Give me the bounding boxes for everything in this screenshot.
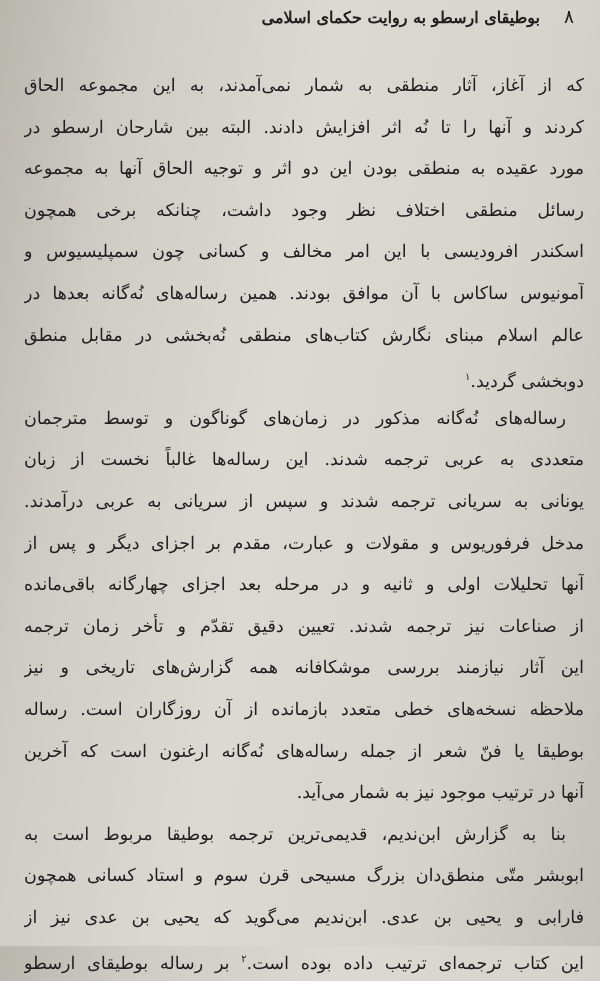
text-line: بوطیقا یا فنّ شعر از جمله رساله‌های نُه‌گانه ارغنون است که آخرین: [24, 741, 584, 762]
line-text: دوبخشی گردید.: [470, 371, 584, 392]
text-line: از صناعات نیز ترجمه شدند. تعیین دقیق تقدّم و تأخر زمان ترجمه: [24, 616, 584, 637]
text-line: آمونیوس ساکاس با آن موافق بودند. همین رساله‌های نُه‌گانه بعدها در: [24, 283, 584, 304]
text-line-last: آنها در ترتیب موجود نیز به شمار می‌آید.: [296, 783, 584, 804]
text-line: رساله‌های نُه‌گانه مذکور در زمان‌های گوناگون و توسط مترجمان: [24, 408, 566, 429]
text-line: کردند و آنها را تا نُه اثر افزایش دادند. البته بین شارحان ارسطو در: [24, 117, 584, 138]
running-header: [24, 2, 584, 32]
paragraph-3: [24, 815, 584, 981]
book-page: [24, 0, 584, 975]
text-line: مدخل فرفوریوس و مقولات و عبارت، مقدم بر اجزای دیگر و پس از: [24, 533, 584, 554]
text-line: عالم اسلام مبنای نگارش کتاب‌های منطقی نُه‌بخشی در مقابل منطق: [24, 325, 584, 346]
text-line: رسائل منطقی اختلاف نظر وجود داشت، چنانکه برخی همچون: [24, 200, 584, 221]
page-number: ۸: [563, 6, 575, 28]
text-line-last: [24, 357, 584, 399]
text-line: اسکندر افرودیسی با این امر مخالف و کسانی چون سمپلیسیوس و: [24, 242, 584, 263]
text-line: متعددی به عربی ترجمه شدند. این رساله‌ها غالباً نخست از زبان: [24, 450, 584, 471]
text-line: ابوبشر متّی منطق‌دان بزرگ مسیحی قرن سوم و استاد کسانی همچون: [24, 866, 584, 887]
paragraph-1: [24, 66, 584, 399]
text-line: ملاحظه نسخه‌های خطی متعدد بازمانده از آن روزگاران است. رساله: [24, 699, 584, 720]
body-text: [24, 66, 584, 981]
text-line: این آثار نیازمند بررسی موشکافانه همه گزارش‌های تاریخی و نیز: [24, 658, 584, 679]
text-line: آنها تحلیلات اولی و ثانیه و در مرحله بعد اجزای چهارگانه باقی‌مانده: [24, 575, 584, 596]
footnote-marker: ۱: [465, 372, 471, 384]
text-line: بنا به گزارش ابن‌ندیم، قدیمی‌ترین ترجمه بوطیقا مربوط است به: [24, 824, 566, 845]
text-line: که از آغاز، آثار منطقی به شمار نمی‌آمدند، به این مجموعه الحاق: [24, 76, 584, 96]
text-line: یونانی به سریانی ترجمه شدند و سپس از سریانی به عربی درآمدند.: [24, 491, 584, 512]
paragraph-2: [24, 399, 584, 815]
running-title: بوطیقای ارسطو به روایت حکمای اسلامی: [261, 7, 540, 27]
text-line: فارابی و یحیی بن عدی. ابن‌ندیم می‌گوید که یحیی بن عدی نیز از: [24, 907, 584, 928]
text-line: این کتاب ترجمه‌ای ترتیب داده بوده است.$^۲$ بر رساله بوطیقای ارسطو: [24, 954, 584, 975]
text-line: مورد عقیده به منطقی بودن این دو اثر و توجیه الحاق آنها به مجموعه: [24, 159, 584, 180]
footnote-marker-2: ۲: [241, 954, 247, 966]
